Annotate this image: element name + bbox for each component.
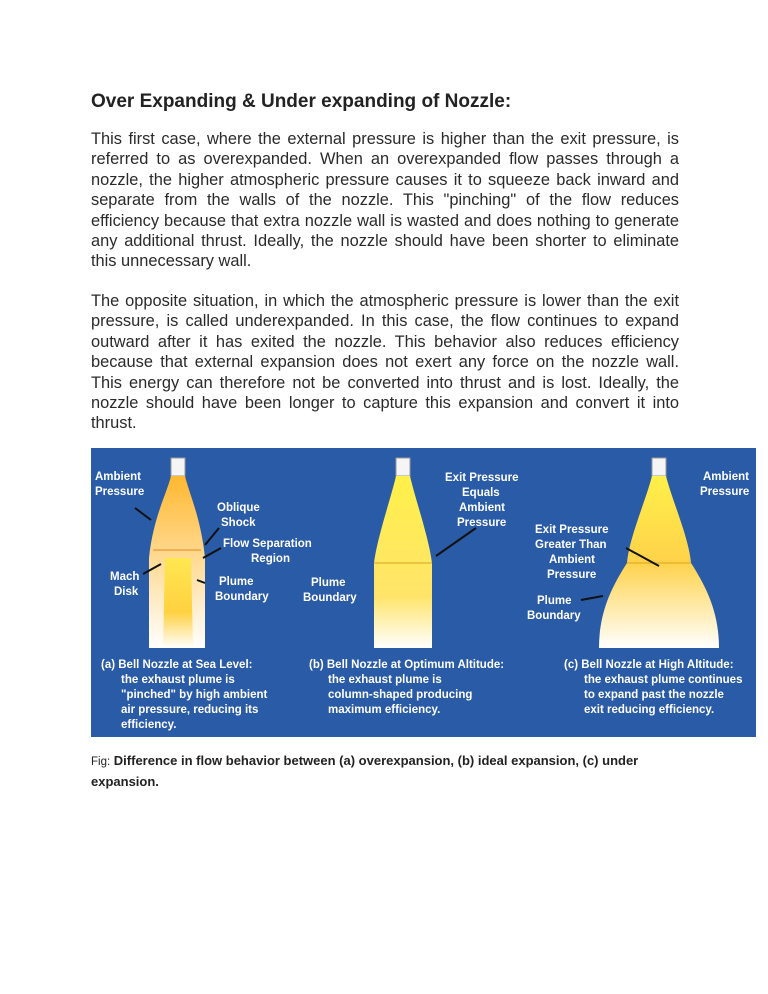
nozzle-figure: [91, 448, 756, 737]
label-mach-disk: Mach Disk: [110, 571, 140, 598]
paragraph-underexpanded: The opposite situation, in which the atmospheric pressure is lower than the exit pressure, is called underexpanded. In this case, the flow continues to expand outward after it has exited the nozzle. This behavior also reduces efficiency because that external expansion does not exert any force on the nozzle wall. This energy can therefore not be converted into thrust and is lost. Ideally, the nozzle should have been longer to capture this expansion and convert it into thrust.: [91, 292, 679, 433]
label-plume-boundary-a: Plume Boundary: [215, 576, 269, 603]
label-oblique-shock: Oblique Shock: [217, 502, 260, 529]
nozzle-b: [374, 458, 432, 648]
figure-caption-c: (c) Bell Nozzle at High Altitude: the exhaust plume continues to expand past the nozzle exit reducing efficiency.: [564, 659, 743, 716]
label-exit-pressure-equals: Exit Pressure Equals Ambient Pressure: [445, 472, 519, 529]
section-heading: Over Expanding & Under expanding of Nozzle:: [91, 91, 512, 112]
nozzle-a: [149, 458, 205, 648]
label-flow-separation: Flow Separation Region: [223, 538, 312, 565]
figure-caption-a: (a) Bell Nozzle at Sea Level: the exhaust plume is "pinched" by high ambient air pressure, reducing its efficiency.: [101, 659, 268, 731]
label-ambient-pressure-left: Ambient Pressure: [95, 471, 145, 498]
label-exit-pressure-greater: Exit Pressure Greater Than Ambient Pressure: [535, 524, 609, 581]
figure-caption-text: Difference in flow behavior between (a) overexpansion, (b) ideal expansion, (c) under expansion.: [91, 753, 639, 789]
label-plume-boundary-b: Plume Boundary: [303, 577, 357, 604]
label-plume-boundary-c: Plume Boundary: [527, 595, 581, 622]
figure-caption: [91, 751, 691, 792]
paragraph-overexpanded: This first case, where the external pressure is higher than the exit pressure, is referred to as overexpanded. When an overexpanded flow passes through a nozzle, the higher atmospheric pressure causes it to squeeze back inward and separate from the walls of the nozzle. This "pinching" of the flow reduces efficiency because that extra nozzle wall is wasted and does nothing to generate any additional thrust. Ideally, the nozzle should have been shorter to eliminate this unnecessary wall.: [91, 130, 679, 271]
figure-caption-b: (b) Bell Nozzle at Optimum Altitude: the exhaust plume is column-shaped producing maximum efficiency.: [309, 659, 505, 716]
label-ambient-pressure-right: Ambient Pressure: [700, 471, 750, 498]
figure-caption-prefix: Fig:: [91, 756, 111, 768]
